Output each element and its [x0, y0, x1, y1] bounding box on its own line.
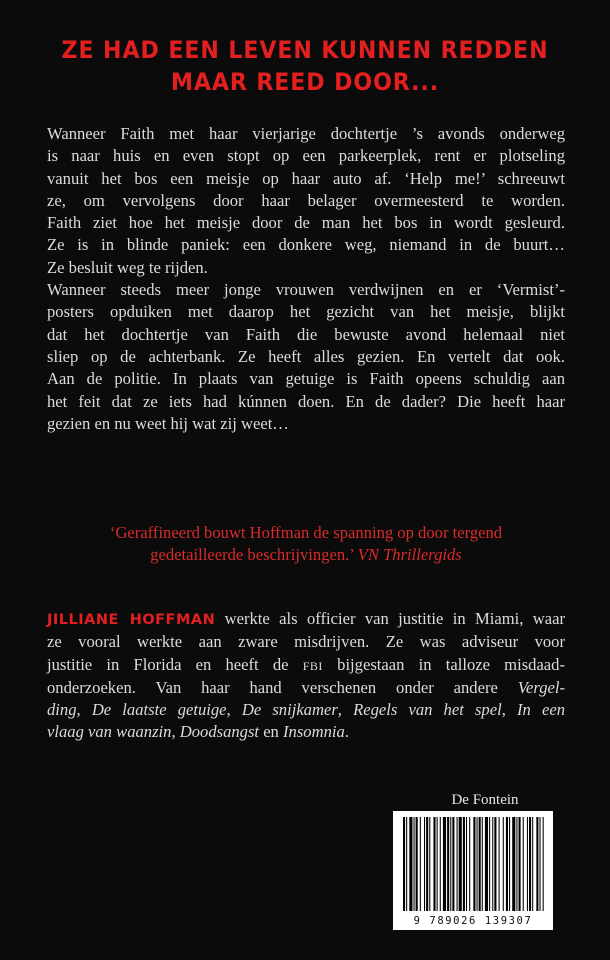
blurb-line: Faith ziet hoe het meisje door de man het bos in wordt gesleurd. [47, 213, 565, 233]
barcode-bar [489, 817, 490, 911]
author-name: JILLIANE HOFFMAN [47, 612, 216, 628]
publisher-name: De Fontein [451, 792, 519, 808]
barcode-bar [477, 817, 478, 911]
blurb-line: sliep op de achterbank. Ze heeft alles gezien. En vertelt dat ook. [47, 346, 565, 366]
barcode-bar [459, 817, 462, 911]
barcode-bar [469, 817, 470, 911]
barcode-bar [527, 817, 528, 911]
barcode-bar [440, 817, 441, 911]
bio-text: , [501, 700, 518, 720]
barcode-bar [433, 817, 435, 911]
isbn-barcode [393, 811, 553, 930]
barcode-bar [463, 817, 465, 911]
barcode-bar [403, 817, 405, 911]
bio-text: onderzoeken. Van haar hand verschenen onder andere [47, 677, 518, 697]
bio-line: ze vooral werkte aan zware misdrijven. Ze was adviseur voor [47, 632, 565, 652]
barcode-bar [519, 817, 521, 911]
bio-line [47, 608, 565, 631]
quote-line-1: ‘Geraffineerd bouwt Hoffman de spanning op door tergend [109, 523, 503, 542]
quote-line-2 [47, 544, 565, 566]
barcode-bar [482, 817, 483, 911]
barcode-bar [516, 817, 517, 911]
barcode-bar [457, 817, 458, 911]
barcode-bar [424, 817, 425, 911]
book-title: Vergel- [517, 677, 565, 697]
barcode-bar [494, 817, 496, 911]
barcode-digits: 9 789026 139307 [413, 915, 533, 927]
book-title: De snijkamer [241, 700, 338, 720]
blurb-line: is naar huis en even stopt op een parkeerplek, rent er plotseling [47, 146, 565, 166]
bio-text: bijgestaan in talloze misdaad- [322, 654, 565, 674]
headline-line-1: ZE HAD EEN LEVEN KUNNEN REDDEN [61, 36, 549, 64]
review-quote [47, 522, 565, 567]
barcode-bar [429, 817, 430, 911]
blurb-line: Ze besluit weg te rijden. [47, 257, 208, 277]
headline [24, 34, 585, 98]
barcode-bar [473, 817, 475, 911]
book-title: vlaag van waanzin [47, 722, 172, 742]
blurb-line: Ze is in blinde paniek: een donkere weg, niemand in de buurt… [47, 235, 565, 255]
quote-source: VN Thrillergids [357, 545, 462, 565]
barcode-bar [543, 817, 544, 911]
blurb-line: posters opduiken met daarop het gezicht van het meisje, blijkt [47, 302, 565, 322]
bio-text: , [171, 722, 180, 742]
blurb-line: vanuit het bos een meisje op haar auto af. ‘Help me!’ schreeuwt [47, 168, 565, 188]
barcode-bar [447, 817, 449, 911]
bio-text: justitie in Florida en heeft de [47, 654, 303, 674]
bio-line [47, 677, 565, 699]
barcode-bar [409, 817, 412, 911]
barcode-bar [499, 817, 500, 911]
barcode-bar [512, 817, 515, 911]
barcode-bar [479, 817, 481, 911]
fbi-abbreviation: FBI [302, 658, 323, 673]
book-title: Regels van het spel [353, 700, 502, 720]
book-title: ding [47, 700, 77, 720]
barcode-bar [523, 817, 524, 911]
book-title: Insomnia [283, 722, 345, 742]
barcode-bar [540, 817, 541, 911]
book-title: In een [517, 700, 566, 720]
bio-text: , [76, 700, 92, 720]
barcode-bar [466, 817, 467, 911]
barcode-bar [485, 817, 488, 911]
bio-line [47, 721, 565, 743]
blurb-line: Wanneer steeds meer jonge vrouwen verdwijnen en er ‘Vermist’- [47, 280, 565, 300]
barcode-bar [443, 817, 446, 911]
barcode-bars-icon [393, 811, 553, 915]
book-title: Doodsangst [179, 722, 260, 742]
headline-line-2: MAAR REED DOOR... [170, 68, 440, 96]
bio-text: , [337, 700, 354, 720]
bio-text: werkte als officier van justitie in Miami, waar [215, 609, 565, 628]
barcode-bar [503, 817, 504, 911]
book-title: De laatste getuige [91, 700, 227, 720]
barcode-bar [416, 817, 418, 911]
author-bio [47, 608, 565, 744]
blurb-line: Wanneer Faith met haar vierjarige dochtertje ’s avonds onderweg [47, 124, 565, 143]
barcode-bar [506, 817, 508, 911]
barcode-bar [437, 817, 438, 911]
blurb-line: Aan de politie. In plaats van getuige is Faith opeens schuldig aan [47, 369, 565, 389]
barcode-bar [532, 817, 533, 911]
blurb-line: ze, om vervolgens door haar belager overmeesterd te worden. [47, 190, 565, 210]
bio-text: . [344, 722, 349, 742]
barcode-bar [406, 817, 407, 911]
barcode-bar [536, 817, 538, 911]
blurb-line: het feit dat ze iets had kúnnen doen. En de dader? Die heeft haar [47, 391, 565, 411]
blurb-line: gezien en nu weet hij wat zij weet… [47, 413, 289, 433]
barcode-bar [426, 817, 428, 911]
bio-line [47, 654, 565, 677]
barcode-bar [452, 817, 454, 911]
blurb-paragraph [47, 123, 565, 435]
quote-text: gedetailleerde beschrijvingen.’ [150, 545, 358, 565]
barcode-bar [450, 817, 451, 911]
barcode-bar [529, 817, 531, 911]
barcode-bar [492, 817, 493, 911]
barcode-bar [420, 817, 421, 911]
barcode-bar [509, 817, 510, 911]
bio-line [47, 699, 565, 721]
blurb-line: dat het dochtertje van Faith die bewuste avond helemaal niet [47, 324, 565, 344]
bio-text: , [226, 700, 242, 720]
bio-text: en [259, 722, 284, 742]
barcode-bar [414, 817, 415, 911]
